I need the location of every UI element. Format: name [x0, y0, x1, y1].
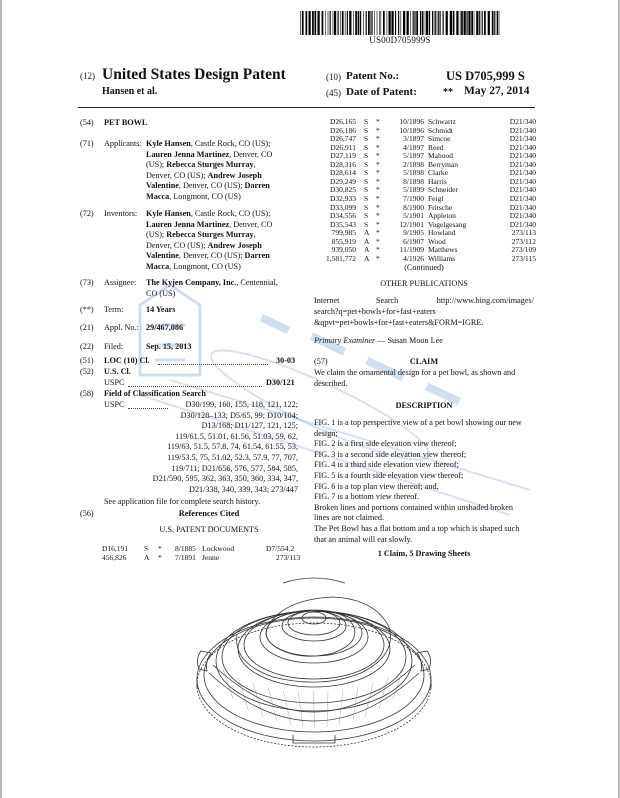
code-term: (**)	[80, 305, 94, 314]
code-22: (22)	[80, 342, 94, 351]
term-value: 14 Years	[146, 305, 176, 314]
filed-value: Sep. 15, 2013	[146, 342, 192, 351]
filed-label: Filed:	[104, 342, 124, 351]
patent-number: US D705,999 S	[446, 69, 525, 83]
us-patent-documents-title: U.S. PATENT DOCUMENTS	[159, 525, 259, 534]
barcode-number: US00D705999S	[369, 35, 431, 45]
description-title: DESCRIPTION	[395, 401, 453, 410]
field-search-label: Field of Classification Search	[104, 389, 206, 398]
term-label: Term:	[104, 305, 124, 314]
code-54: (54)	[80, 118, 94, 127]
reference-row: D29,249 S * 8/1898 Harris D21/340	[329, 176, 536, 186]
barcode	[300, 11, 500, 35]
patent-page: US00D705999S (12) United States Design Patent Hansen et al. (10) Patent No.: US D705,999 S (45) Date of Patent: ** May 27, 2014 (54) PET BOWL (71) Applicants: Kyle Hansen, Castle Rock, CO (US); Lauren Jenna Martinez, Denver, CO (US); Rebecca Sturges Murray, Denver, CO (US); Andrew Joseph Valentine, Denver, CO (US); Darren Macca, Longmont, CO (US) (72) Inventors: Kyle Hansen, Castle Rock, CO (US); Lauren Jenna Martinez, Denver, CO (US); Rebecca Sturges Murray, Denver, CO (US); Andrew Joseph Valentine, Denver, CO (US); Darren Macca, Longmont, CO (US) (73) Assignee: The Kyjen Company, Inc., Centennial, CO (US) (**) Term: 14 Years (21) Appl. No.: 29/467,086 (22) Filed: Sep. 15, 2013 (51) LOC (10) Cl. 30-03 (52) U.S. Cl. USPC D30/121 (58) Field of Classification Search USPC D30/199, 160, 155, 118, 121, 122; D30/128–133; D5/65, 99; D10/104; D13/168; D11/127, 121, 125; 119/61.5, 51.01, 61.56, 51.03, 59, 62, 119/63, 51.5, 57.8, 74, 61.54, 61.55, 53, 119/53.5, 75, 51.02, 52.3, 57.9, 77, 707, 119/711; D21/656, 576, 577, 584, 585, D21/590, 595, 362, 363, 350, 360, 334, 347, D21/338, 340, 339, 343; 273/447 See application file for complete search history. (56) References Cited U.S. PATENT DOCUMENTS D16,191 S * 8/1885 Lockwood D7/554.2 456,826 A * 7/1891 Jenne 273/113 D26,165 S * 10/1896 Schwartz D21/340 D26,186 S * 10/1896 Schmidt D21/340 D26,747 S * 3/1897 Simcoe D21/340 D26,911 S * 4/1897 Reed D21/340 D27,119 S * 5/1897 Mahood D21/340 D28,316 S * 2/1898 Berryman D21/340 D28,614 S * 5/1898 Clarke D21/340 D29,249 S * 8/1898 Harris D21/340 D30,825 S * 5/1899 Schneider D21/340 D32,933 S * 7/1900 Feigl D21/340 D33,099 S * 8/1900 Fritsche D21/340 D34,556 S * 5/1901 Appleton D21/340 D35,543 S * 12/1901 Vogelgesang D21/340 799,985 A * 9/1905 Howland 273/113 855,919 A * 6/1907 Wood 273/112 939,050 A * 11/1909 Matthews 273/109 1,581,772 A * 4/1926 Williams 273/115 (Continued) OTHER PUBLICATIONS Internet Search http://www.bing.com/images/ search?q=pet+bowls+for+fast+eaters &qpvt=pet+bowls+for+fast+eaters&FORM=IGRE. Primary Examiner — Susan Moon Lee (57) CLAIM We claim the ornamental design for a pet bowl, as shown and described. DESCRIPTION FIG. 1 is a top perspective view of a pet bowl showing our new design; FIG. 2 is a first side elevation view thereof; FIG. 3 is a second side elevation view thereof; FIG. 4 is a third side elevation view thereof; FIG. 5 is a fourth side elevation view thereof; FIG. 6 is a top plan view thereof; and, FIG. 7 is a bottom view thereof. Broken lines and portions contained within unshaded broken lines are not claimed. The Pet Bowl has a flat bottom and a top which is shaped such that an animal will eat slowly. 1 Claim, 5 Drawing Sheets	[0, 0, 620, 798]
reference-row: D35,543 S * 12/1901 Vogelgesang D21/340	[329, 219, 536, 229]
patent-date: May 27, 2014	[464, 85, 530, 97]
field-search-note: See application file for complete search history.	[104, 497, 261, 506]
loc-value: 30-03	[276, 356, 296, 365]
code-21: (21)	[80, 323, 94, 332]
date-marker: **	[443, 87, 453, 98]
patent-no-label: Patent No.:	[346, 70, 400, 82]
reference-row: D30,825 S * 5/1899 Schneider D21/340	[329, 185, 536, 195]
design-title: PET BOWL	[104, 118, 148, 127]
code-58: (58)	[80, 389, 94, 398]
loc-leader	[158, 356, 268, 365]
appl-no-label: Appl. No.:	[104, 323, 139, 332]
claims-sheets-summary: 1 Claim, 5 Drawing Sheets	[377, 549, 471, 558]
other-publications-title: OTHER PUBLICATIONS	[380, 279, 468, 288]
applicants-block: Kyle Hansen, Castle Rock, CO (US); Lauren Jenna Martinez, Denver, CO (US); Rebecca Sturges Murray, Denver, CO (US); Andrew Joseph Valentine, Denver, CO (US); Darren Macca, Longmont, CO (US)	[146, 139, 273, 201]
claim-text: We claim the ornamental design for a pet bowl, as shown and described.	[314, 368, 516, 388]
code-52: (52)	[80, 367, 94, 376]
code-56: (56)	[80, 509, 94, 518]
assignee-block: The Kyjen Company, Inc., Centennial, CO (US)	[146, 278, 278, 298]
continued-note: (Continued)	[404, 263, 444, 272]
header-rule	[78, 107, 535, 108]
reference-row: D26,911 S * 4/1897 Reed D21/340	[330, 142, 536, 152]
primary-examiner: Primary Examiner — Susan Moon Lee	[314, 336, 443, 345]
code-57: (57)	[314, 357, 328, 366]
field-uspc-label: USPC	[104, 400, 125, 409]
inventors-label: Inventors:	[104, 209, 138, 218]
publication-line-1: Internet Search http://www.bing.com/images/	[314, 296, 534, 305]
page-edge-left	[0, 0, 2, 798]
code-45: (45)	[326, 88, 341, 98]
code-73: (73)	[80, 278, 94, 287]
references-cited-title: References Cited	[178, 509, 240, 518]
reference-row: D26,186 S * 10/1896 Schmidt D21/340	[329, 125, 536, 135]
patent-type-title: United States Design Patent	[102, 66, 286, 83]
patent-authors: Hansen et al.	[102, 86, 158, 97]
applicants-label: Applicants:	[104, 139, 142, 148]
field-search-lines: D30/199, 160, 155, 118, 121, 122; D30/128–133; D5/65, 99; D10/104; D13/168; D11/127, 121, 125; 119/61.5, 51.01, 61.56, 51.03, 59, 62, 119/63, 51.5, 57.8, 74, 61.54, 61.55, 53, 119/53.5, 75, 51.02, 52.3, 57.9, 77, 707, 119/711; D21/656, 576, 577, 584, 585, D21/590, 595, 362, 363, 350, 360, 334, 347, D21/338, 340, 339, 343; 273/447	[152, 400, 298, 494]
assignee-label: Assignee:	[104, 278, 137, 287]
code-10: (10)	[326, 72, 341, 82]
description-figures: FIG. 1 is a top perspective view of a pet bowl showing our new design; FIG. 2 is a first side elevation view thereof; FIG. 3 is a second side elevation view thereof; FIG. 4 is a third side elevation view thereof; FIG. 5 is a fourth side elevation view thereof; FIG. 6 is a top plan view thereof; and, FIG. 7 is a bottom view thereof. Broken lines and portions contained within unshaded broken lines are not claimed. The Pet Bowl has a flat bottom and a top which is shaped such that an animal will eat slowly.	[314, 418, 522, 544]
code-51: (51)	[80, 356, 94, 365]
pet-bowl-drawing	[193, 569, 435, 764]
loc-label: LOC (10) Cl.	[104, 356, 150, 365]
reference-row: D28,316 S * 2/1898 Berryman D21/340	[329, 159, 536, 169]
uscl-label: U.S. Cl.	[104, 367, 131, 376]
uspc-value: D30/121	[266, 378, 295, 387]
uspc-label: USPC	[104, 378, 125, 387]
publication-line-2: search?q=pet+bowls+for+fast+eaters	[314, 307, 436, 316]
reference-row: 939,050 A * 11/1909 Matthews 273/109	[331, 245, 536, 255]
uspc-leader	[128, 378, 262, 387]
appl-no-value: 29/467,086	[146, 323, 184, 332]
claim-title: CLAIM	[409, 357, 439, 366]
inventors-block: Kyle Hansen, Castle Rock, CO (US); Lauren Jenna Martinez, Denver, CO (US); Rebecca Sturges Murray, Denver, CO (US); Andrew Joseph Valentine, Denver, CO (US); Darren Macca, Longmont, CO (US)	[146, 209, 273, 271]
reference-row: D34,556 S * 5/1901 Appleton D21/340	[329, 211, 536, 221]
reference-row: D32,933 S * 7/1900 Feigl D21/340	[329, 193, 536, 203]
reference-row: 1,581,772 A * 4/1926 Williams 273/115	[326, 253, 536, 263]
reference-row: D26,747 S * 3/1897 Simcoe D21/340	[329, 134, 536, 144]
code-72: (72)	[80, 209, 94, 218]
code-12: (12)	[80, 71, 95, 81]
code-71: (71)	[80, 139, 94, 148]
reference-row: D26,165 S * 10/1896 Schwartz D21/340	[329, 117, 536, 126]
reference-row: D33,099 S * 8/1900 Fritsche D21/340	[329, 202, 536, 212]
publication-line-3: &qpvt=pet+bowls+for+fast+eaters&FORM=IGRE.	[314, 318, 484, 327]
date-label: Date of Patent:	[346, 86, 417, 98]
reference-row: 799,985 A * 9/1905 Howland 273/113	[331, 228, 536, 238]
reference-row: 855,919 A * 6/1907 Wood 273/112	[331, 236, 536, 246]
reference-row: D27,119 S * 5/1897 Mahood D21/340	[330, 151, 536, 161]
reference-row: D28,614 S * 5/1898 Clarke D21/340	[329, 168, 536, 178]
